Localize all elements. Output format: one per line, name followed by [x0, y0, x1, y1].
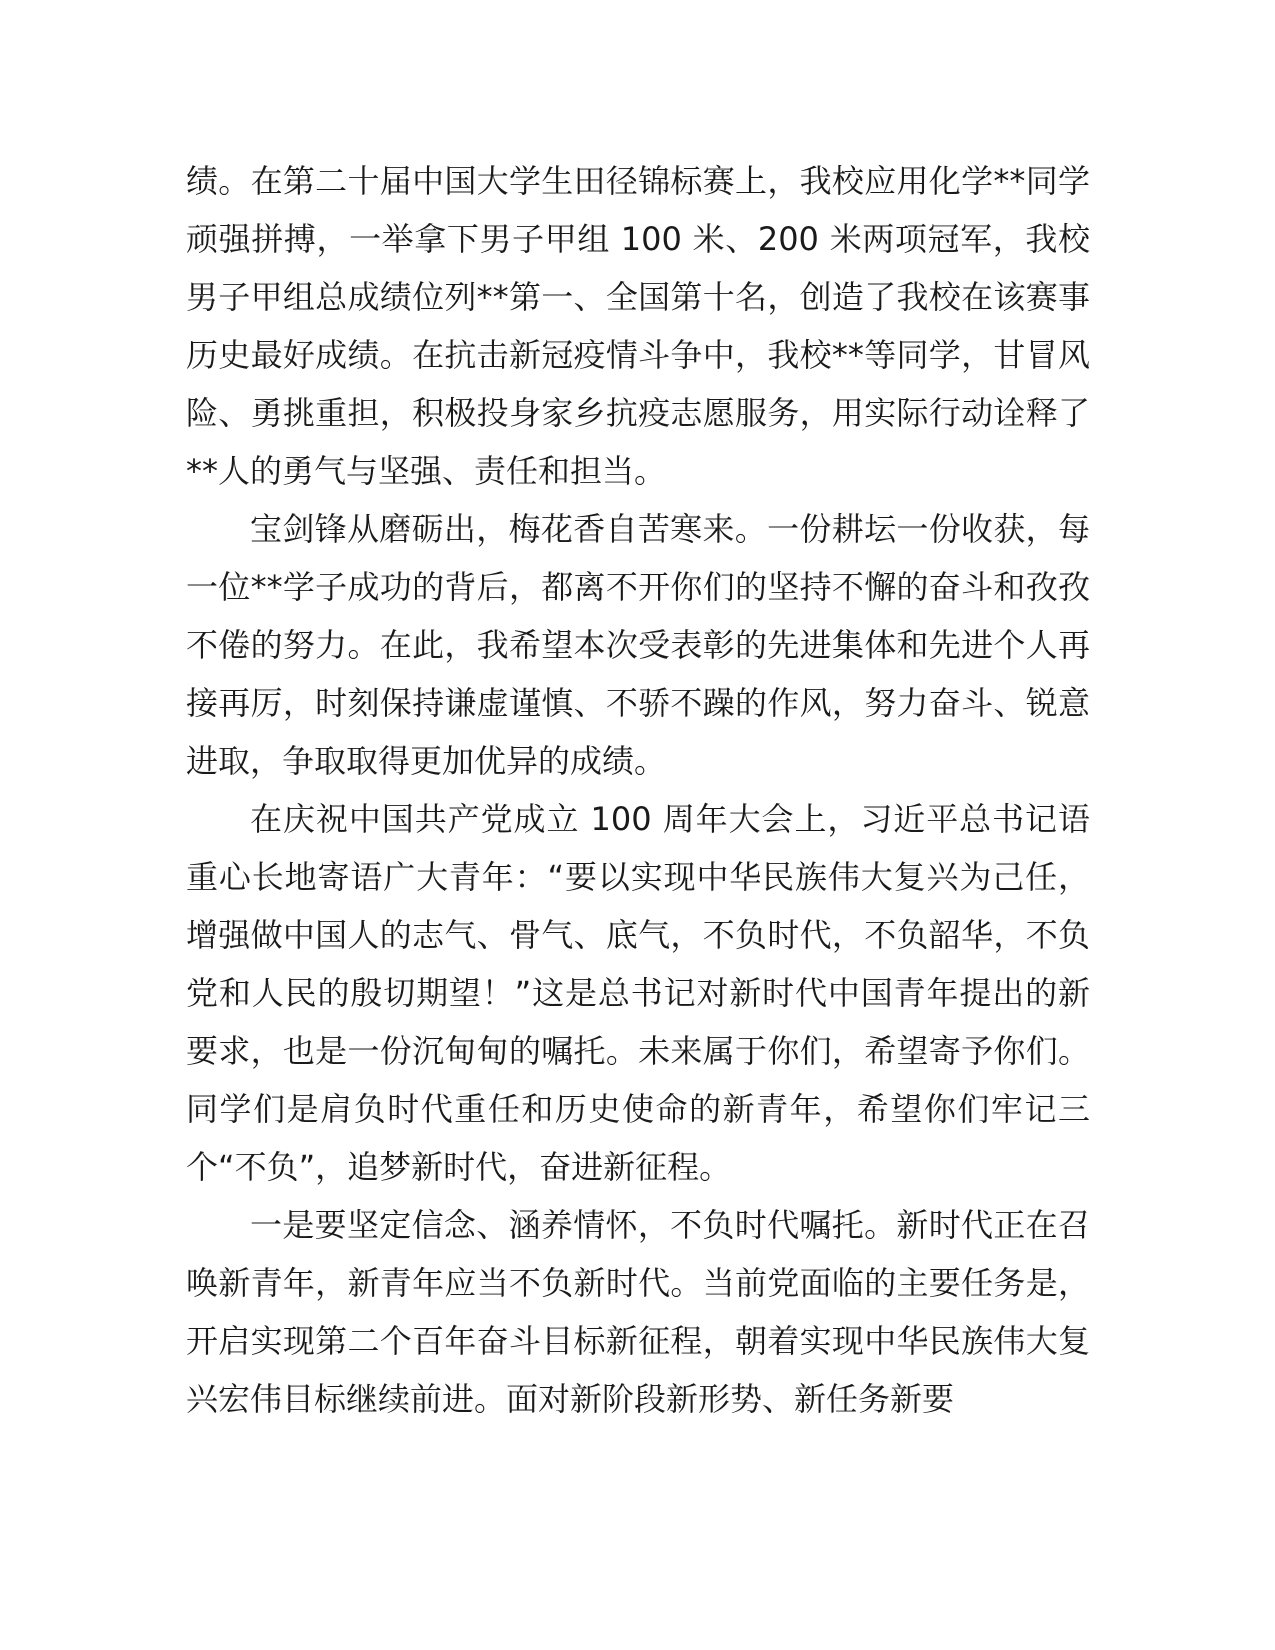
document-body: [186, 152, 1090, 1428]
paragraph-1: 绩。在第二十届中国大学生田径锦标赛上，我校应用化学**同学顽强拼搏，一举拿下男子甲组 100 米、200 米两项冠军，我校男子甲组总成绩位列**第一、全国第十名，创造了我校在该赛事历史最好成绩。在抗击新冠疫情斗争中，我校**等同学，甘冒风险、勇挑重担，积极投身家乡抗疫志愿服务，用实际行动诠释了**人的勇气与坚强、责任和担当。: [186, 162, 1090, 490]
paragraph-3: 在庆祝中国共产党成立 100 周年大会上，习近平总书记语重心长地寄语广大青年：“要以实现中华民族伟大复兴为己任，增强做中国人的志气、骨气、底气，不负时代，不负韶华，不负党和人民的殷切期望！”这是总书记对新时代中国青年提出的新要求，也是一份沉甸甸的嘱托。未来属于你们，希望寄予你们。同学们是肩负时代重任和历史使命的新青年，希望你们牢记三个“不负”，追梦新时代，奋进新征程。: [186, 800, 1090, 1186]
paragraph-2: 宝剑锋从磨砺出，梅花香自苦寒来。一份耕坛一份收获，每一位**学子成功的背后，都离不开你们的坚持不懈的奋斗和孜孜不倦的努力。在此，我希望本次受表彰的先进集体和先进个人再接再厉，时刻保持谦虚谨慎、不骄不躁的作风，努力奋斗、锐意进取，争取取得更加优异的成绩。: [186, 510, 1090, 780]
paragraph-4: 一是要坚定信念、涵养情怀，不负时代嘱托。新时代正在召唤新青年，新青年应当不负新时代。当前党面临的主要任务是，开启实现第二个百年奋斗目标新征程，朝着实现中华民族伟大复兴宏伟目标继续前进。面对新阶段新形势、新任务新要: [186, 1206, 1090, 1418]
